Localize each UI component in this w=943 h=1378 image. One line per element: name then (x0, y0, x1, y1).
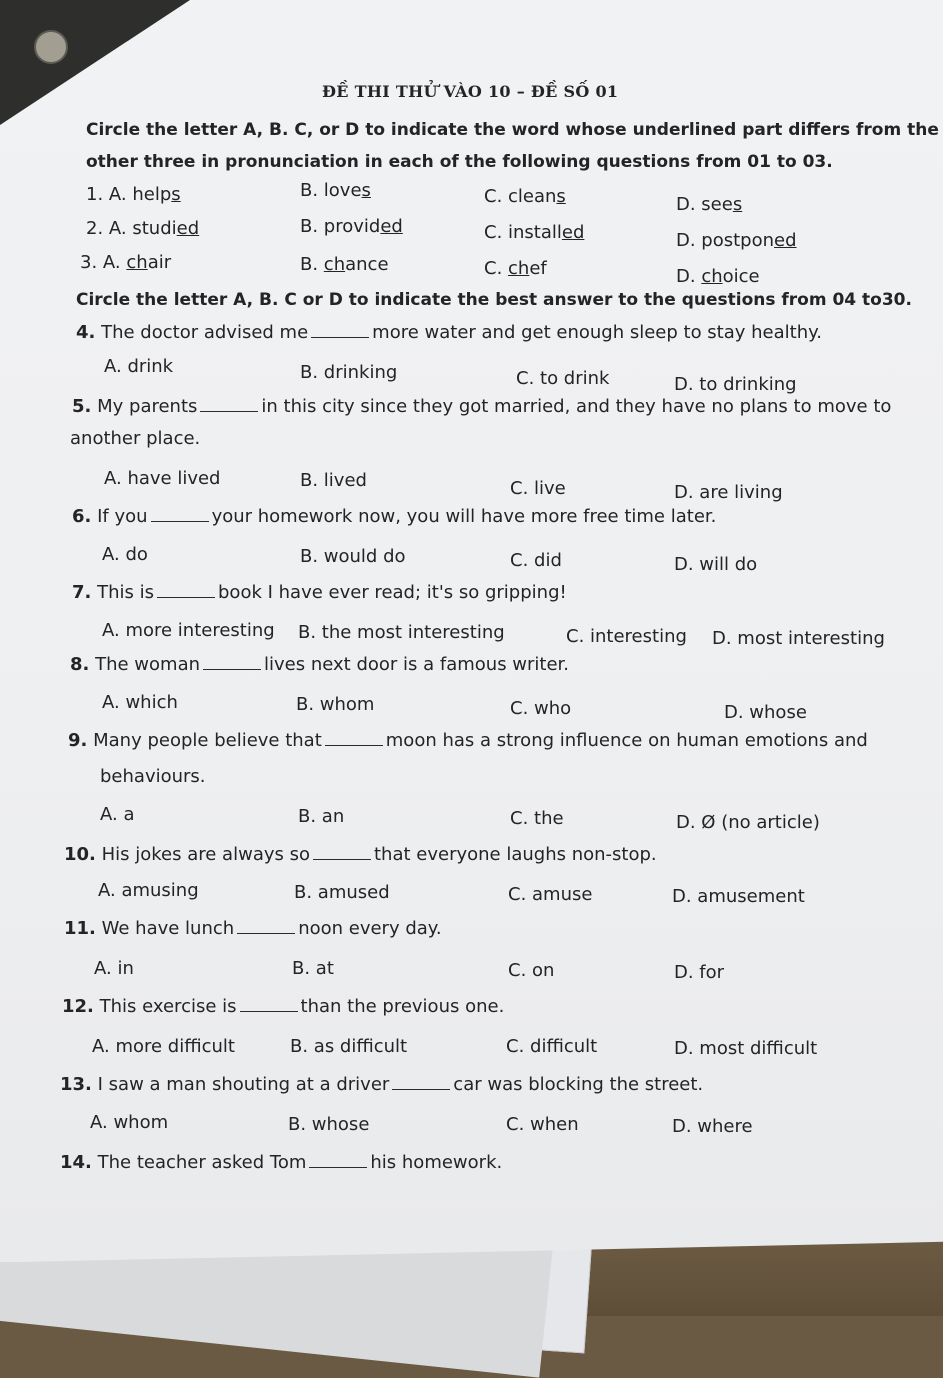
option-c[interactable]: C. difficult (506, 1036, 598, 1057)
option-c[interactable]: C. to drink (516, 368, 610, 389)
option-c[interactable]: C. who (510, 698, 572, 719)
underlined-part: ch (126, 252, 148, 273)
stem-before: I saw a man shouting at a driver (97, 1074, 390, 1095)
option-text: C. install (484, 222, 562, 243)
underlined-part: s (732, 194, 743, 215)
pron-q1-option-a[interactable] (86, 184, 181, 205)
answer-blank[interactable] (392, 1075, 450, 1090)
stem-after: your homework now, you will have more free time later. (211, 506, 717, 527)
underlined-part: s (556, 186, 566, 207)
stem-after: that everyone laughs non-stop. (374, 844, 657, 865)
stem-after: lives next door is a famous writer. (264, 654, 570, 675)
underlined-part: ed (380, 216, 403, 237)
option-b[interactable]: B. at (292, 958, 334, 979)
option-b[interactable]: B. an (298, 806, 345, 827)
pron-q3-option-a[interactable] (80, 252, 171, 273)
answer-blank[interactable] (309, 1153, 367, 1168)
option-d[interactable]: D. to drinking (674, 374, 797, 395)
stem-before: His jokes are always so (101, 844, 310, 865)
option-c[interactable]: C. amuse (508, 884, 593, 905)
option-text: C. clean (484, 186, 557, 207)
pron-q1-option-b[interactable] (300, 180, 371, 201)
underlined-part: s (171, 184, 181, 205)
option-b[interactable]: B. as difficult (290, 1036, 408, 1057)
exam-title: ĐỀ THI THỬ VÀO 10 – ĐỀ SỐ 01 (322, 82, 619, 101)
section2-instruction: Circle the letter A, B. C or D to indicate the best answer to the questions from 04 to30. (76, 290, 912, 310)
question-number: 2. (86, 218, 104, 239)
option-c[interactable]: C. when (506, 1114, 579, 1135)
pron-q1-option-c[interactable] (484, 186, 566, 207)
question-stem (76, 322, 822, 343)
pron-q2-option-b[interactable] (300, 216, 403, 237)
underlined-part: ch (508, 258, 530, 279)
option-a[interactable]: A. drink (104, 356, 174, 377)
option-text: B. provid (300, 216, 381, 237)
section1-instruction-line2: other three in pronunciation in each of the following questions from 01 to 03. (86, 152, 833, 172)
option-text: air (147, 252, 172, 273)
pron-q3-option-d[interactable] (676, 266, 760, 287)
option-a[interactable]: A. a (100, 804, 135, 825)
question-number: 11. (64, 918, 96, 939)
option-a[interactable]: A. have lived (104, 468, 221, 489)
question-stem (64, 918, 442, 939)
option-text: B. (300, 254, 324, 275)
option-c[interactable]: C. did (510, 550, 562, 571)
stem-after: more water and get enough sleep to stay healthy. (372, 322, 822, 343)
option-text: D. postpon (676, 230, 775, 251)
stem-after: than the previous one. (300, 996, 505, 1017)
option-b[interactable]: B. lived (300, 470, 367, 491)
stem-before: If you (97, 506, 148, 527)
option-d[interactable]: D. most difficult (674, 1038, 818, 1059)
question-number: 6. (72, 506, 92, 527)
question-stem (72, 506, 716, 527)
option-a[interactable]: A. more interesting (102, 620, 275, 641)
pron-q3-option-c[interactable] (484, 258, 547, 279)
answer-blank[interactable] (240, 997, 298, 1012)
stem-before: My parents (97, 396, 198, 417)
option-text: D. (676, 266, 702, 287)
question-stem (72, 582, 567, 603)
option-d[interactable]: D. amusement (672, 886, 805, 907)
option-text: oice (722, 266, 760, 287)
option-a[interactable]: A. amusing (98, 880, 199, 901)
option-d[interactable]: D. where (672, 1116, 753, 1137)
answer-blank[interactable] (157, 583, 215, 598)
stem-before: We have lunch (101, 918, 235, 939)
question-number: 9. (68, 730, 88, 751)
question-stem (60, 1074, 703, 1095)
answer-blank[interactable] (313, 845, 371, 860)
answer-blank[interactable] (325, 731, 383, 746)
option-a[interactable]: A. which (102, 692, 178, 713)
option-b[interactable]: B. whose (288, 1114, 370, 1135)
question-stem (72, 396, 891, 417)
question-number: 12. (62, 996, 94, 1017)
stem-after: his homework. (370, 1152, 503, 1173)
question-stem-continued: another place. (70, 428, 201, 449)
question-stem (68, 730, 868, 751)
question-stem (62, 996, 504, 1017)
answer-blank[interactable] (311, 323, 369, 338)
option-b[interactable]: B. whom (296, 694, 375, 715)
option-text: C. (484, 258, 509, 279)
option-c[interactable]: C. on (508, 960, 555, 981)
option-text: D. see (676, 194, 733, 215)
stem-after: car was blocking the street. (453, 1074, 704, 1095)
question-stem (64, 844, 657, 865)
question-stem (70, 654, 569, 675)
option-b[interactable]: B. drinking (300, 362, 398, 383)
answer-blank[interactable] (151, 507, 209, 522)
option-a[interactable]: A. do (102, 544, 148, 565)
answer-blank[interactable] (237, 919, 295, 934)
option-text: ance (345, 254, 389, 275)
question-number: 3. (80, 252, 98, 273)
question-number: 13. (60, 1074, 92, 1095)
stem-before: The teacher asked Tom (97, 1152, 307, 1173)
stem-after: moon has a strong influence on human emotions and (385, 730, 868, 751)
stem-before: This exercise is (99, 996, 237, 1017)
underlined-part: ed (774, 230, 797, 251)
pron-q1-option-d[interactable] (676, 194, 742, 215)
stem-before: Many people believe that (93, 730, 322, 751)
question-number: 10. (64, 844, 96, 865)
question-number: 1. (86, 184, 104, 205)
stem-after: in this city since they got married, and they have no plans to move to (261, 396, 892, 417)
pron-q3-option-b[interactable] (300, 254, 389, 275)
underlined-part: ed (561, 222, 585, 243)
option-text: B. love (300, 180, 362, 201)
question-number: 8. (70, 654, 90, 675)
option-text: A. help (108, 184, 172, 205)
option-text: A. studi (108, 218, 177, 239)
underlined-part: ed (176, 218, 200, 239)
option-c[interactable]: C. live (510, 478, 566, 499)
option-b[interactable]: B. the most interesting (298, 622, 505, 643)
option-a[interactable]: A. more difficult (92, 1036, 235, 1057)
section1-instruction-line1: Circle the letter A, B. C, or D to indicate the word whose underlined part differs from the (86, 120, 939, 140)
pron-q2-option-d[interactable] (676, 230, 797, 251)
option-c[interactable]: C. interesting (566, 626, 687, 647)
stem-before: The doctor advised me (101, 322, 309, 343)
question-number: 4. (76, 322, 96, 343)
stem-before: This is (97, 582, 154, 603)
question-stem-continued: behaviours. (100, 766, 206, 787)
option-d[interactable]: D. for (674, 962, 725, 983)
answer-blank[interactable] (203, 655, 261, 670)
option-d[interactable]: D. most interesting (712, 628, 885, 649)
question-stem (60, 1152, 502, 1173)
pron-q2-option-a[interactable] (86, 218, 199, 239)
option-a[interactable]: A. whom (90, 1112, 169, 1133)
question-number: 7. (72, 582, 92, 603)
option-c[interactable]: C. the (510, 808, 564, 829)
question-number: 14. (60, 1152, 92, 1173)
stem-after: book I have ever read; it's so gripping! (218, 582, 567, 603)
underlined-part: s (361, 180, 371, 201)
option-b[interactable]: B. amused (294, 882, 390, 903)
question-number: 5. (72, 396, 92, 417)
option-b[interactable]: B. would do (300, 546, 406, 567)
option-text: ef (529, 258, 547, 279)
option-d[interactable]: D. Ø (no article) (676, 812, 820, 833)
underlined-part: ch (701, 266, 723, 287)
stem-before: The woman (95, 654, 201, 675)
option-d[interactable]: D. are living (674, 482, 783, 503)
option-a[interactable]: A. in (94, 958, 134, 979)
underlined-part: ch (323, 254, 346, 275)
option-d[interactable]: D. will do (674, 554, 758, 575)
option-text: A. (102, 252, 127, 273)
pron-q2-option-c[interactable] (484, 222, 584, 243)
option-d[interactable]: D. whose (724, 702, 807, 723)
answer-blank[interactable] (200, 397, 258, 412)
stem-after: noon every day. (298, 918, 442, 939)
